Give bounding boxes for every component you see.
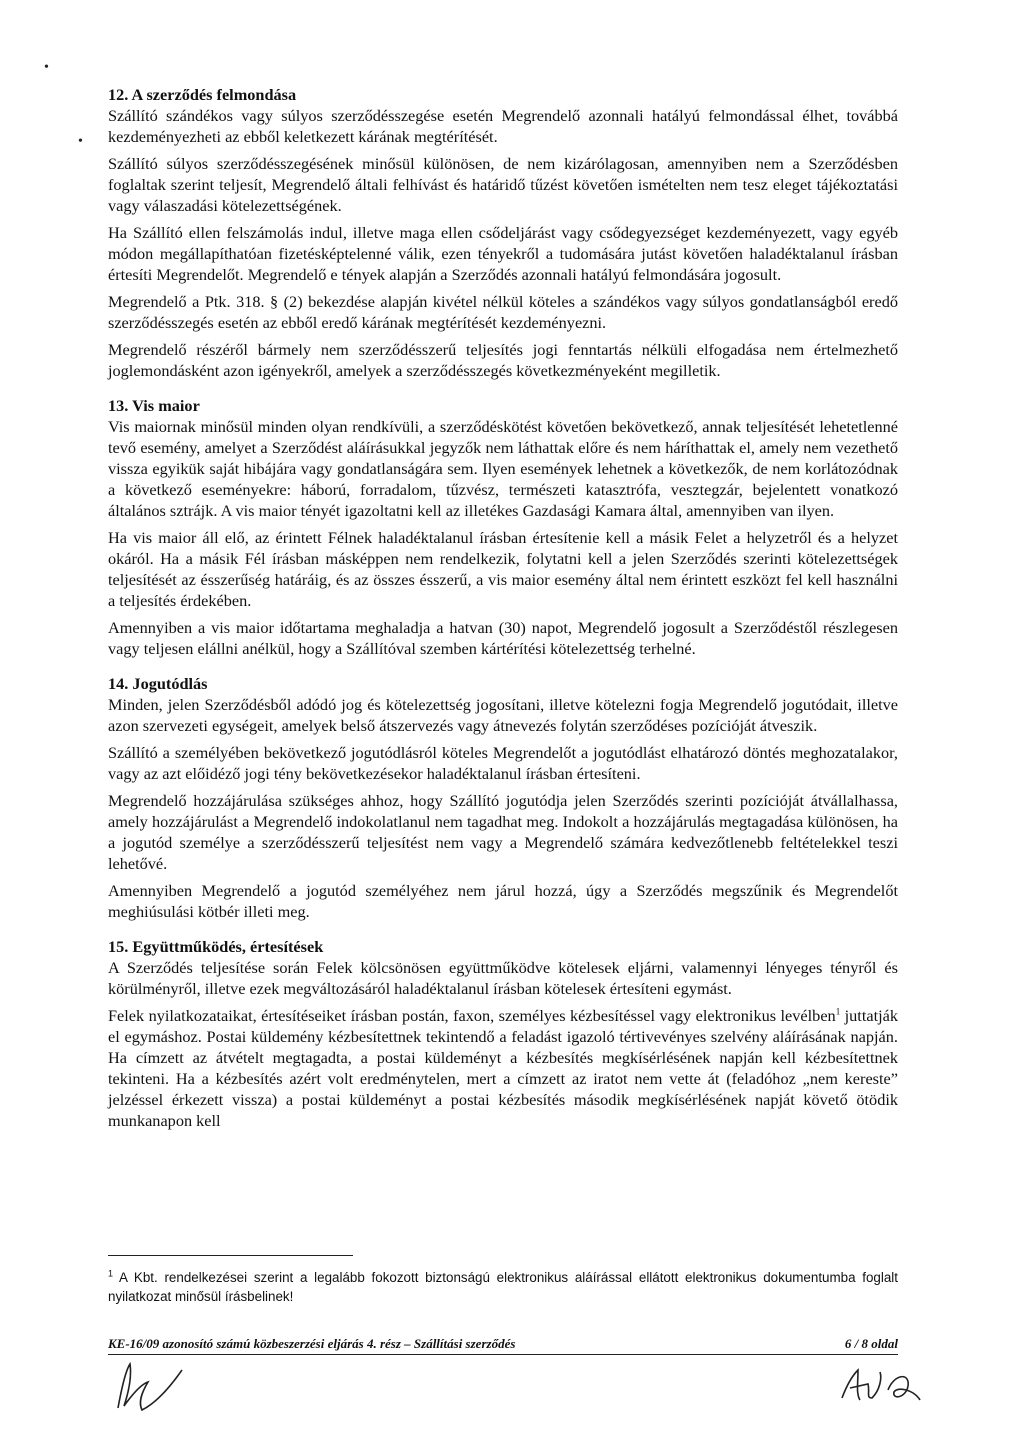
section — [108, 673, 898, 922]
footnote-divider — [108, 1255, 353, 1256]
paragraph: Ha Szállító ellen felszámolás indul, illetve maga ellen csődeljárást vagy csődegyezséget kezdeményezett, vagy egyéb módon megállapíthatóan fizetésképtelenné válik, ezen tényekről a tudomására jutást követően haladéktalanul írásban értesíti Megrendelőt. Megrendelő e tények alapján a Szerződés azonnali hatályú felmondására jogosult. — [108, 223, 898, 284]
footer-page-number: 6 / 8 oldal — [844, 1336, 898, 1351]
paragraph: Szállító szándékos vagy súlyos szerződésszegése esetén Megrendelő azonnali hatályú felmondással élhet, továbbá kezdeményezheti az ebből keletkezett kárának megtérítését. — [108, 106, 898, 146]
footnote-reference: 1 — [835, 1006, 841, 1017]
section — [108, 395, 898, 659]
paragraph-text: Felek nyilatkozataikat, értesítéseiket írásban postán, faxon, személyes kézbesítéssel vagy elektronikus levélben — [108, 1006, 836, 1025]
section-heading: 14. Jogutódlás — [108, 674, 208, 693]
paragraph: A Szerződés teljesítése során Felek kölcsönösen együttműködve kötelesek eljárni, valamennyi lényeges tényről és körülményről, illetve ezek megváltozásáról haladéktalanul írásban kötelesek értesíteni egymást. — [108, 958, 898, 998]
section — [108, 84, 898, 381]
section-heading: 15. Együttműködés, értesítések — [108, 937, 324, 956]
paragraph — [108, 1005, 898, 1131]
paragraph: Minden, jelen Szerződésből adódó jog és kötelezettség jogosítani, illetve kötelezni fogja Megrendelő jogutódait, illetve azon szervezeti egységeit, amelyek belső átszervezés vagy átnevezés folytán szerződéses pozícióját átveszik. — [108, 695, 898, 735]
scan-dot-mark: • — [44, 60, 49, 75]
paragraph: Ha vis maior áll elő, az érintett Félnek haladéktalanul írásban értesítenie kell a másik Felet a helyzetről és a helyzet okáról. Ha a másik Fél írásban másképpen nem rendelkezik, folytatni kell a jelen Szerződés szerinti kötelezettségek teljesítését az ésszerűség határáig, és az összes ésszerű, a vis maior esemény által nem érintett eszközt fel kell használni a teljesítés érdekében. — [108, 528, 898, 610]
paragraph: Vis maiornak minősül minden olyan rendkívüli, a szerződéskötést követően bekövetkező, annak teljesítését lehetetlenné tevő esemény, amelyet a Szerződést aláírásukkal jegyzők nem láthattak előre és nem háríthattak el, amely nem vezethető vissza egyikük saját hibájára vagy gondatlanságára sem. Ilyen események lehetnek a következők, de nem korlátozódnak a következő eseményekre: háború, forradalom, tűzvész, természeti katasztrófa, vesztegzár, bejelentett vonatkozó általános sztrájk. A vis maior tényét igazoltatni kell az illetékes Gazdasági Kamara által, amennyiben van ilyen. — [108, 417, 898, 520]
page-footer — [108, 1336, 898, 1355]
paragraph: Megrendelő hozzájárulása szükséges ahhoz, hogy Szállító jogutódja jelen Szerződés szerinti pozícióját átvállalhassa, amely hozzájárulást a Megrendelő indokolatlanul nem tagadhat meg. Indokolt a hozzájárulás megtagadása különösen, ha a jogutód személye a szerződésszerű teljesítést nem vagy a Megrendelő számára kedvezőtlenebb feltételekkel teszi lehetővé. — [108, 791, 898, 873]
paragraph: Amennyiben Megrendelő a jogutód személyéhez nem járul hozzá, úgy a Szerződés megszűnik és Megrendelőt meghiúsulási kötbér illeti meg. — [108, 881, 898, 921]
signature-initials-left — [112, 1356, 202, 1416]
document-body — [108, 84, 898, 1145]
footnote-number: 1 — [108, 1268, 114, 1279]
section-heading: 13. Vis maior — [108, 396, 200, 415]
paragraph: Megrendelő a Ptk. 318. § (2) bekezdése alapján kivétel nélkül köteles a szándékos vagy súlyos gondatlanságból eredő szerződésszegés esetén az ebből eredő kárának megtérítését kezdeményezni. — [108, 292, 898, 332]
paragraph: Megrendelő részéről bármely nem szerződésszerű teljesítés jogi fenntartás nélküli elfogadása nem értelmezhető joglemondásként azon igényekről, amelyek a szerződésszegés következményeként megilletik. — [108, 340, 898, 380]
footnote-text: A Kbt. rendelkezései szerint a legalább fokozott biztonságú elektronikus aláírással ellátott elektronikus dokumentumba foglalt nyilatkozat minősül írásbelinek! — [108, 1270, 898, 1304]
section-heading: 12. A szerződés felmondása — [108, 85, 297, 104]
paragraph-text: juttatják el egymáshoz. Postai küldemény kézbesítettnek tekintendő a feladást igazoló tértivevényes szelvény aláírásának napján. Ha címzett az átvételt megtagadta, a postai küldeményt a kézbesítés megkísérlésének napján kell kézbesítettnek tekinteni. Ha a kézbesítés azért volt eredménytelen, mert a címzett az iratot nem vette át (feladóhoz „nem kereste” jelzéssel érkezett vissza) a postai küldeményt a postai kézbesítés második megkísérlésének napját követő ötödik munkanapon kell — [108, 1006, 898, 1130]
section — [108, 936, 898, 1131]
scan-dot-mark: • — [78, 134, 83, 149]
footnote — [108, 1268, 898, 1306]
paragraph: Amennyiben a vis maior időtartama meghaladja a hatvan (30) napot, Megrendelő jogosult a Szerződéstől részlegesen vagy teljesen elállni anélkül, hogy a Szállítóval szemben kártérítési kötelezettség terhelné. — [108, 618, 898, 658]
signature-initials-right — [836, 1360, 926, 1410]
footer-document-id: KE-16/09 azonosító számú közbeszerzési eljárás 4. rész – Szállítási szerződés — [108, 1336, 516, 1351]
paragraph: Szállító a személyében bekövetkező jogutódlásról köteles Megrendelőt a jogutódlást elhatározó döntés meghozatalakor, vagy az azt előidéző jogi tény bekövetkezésekor haladéktalanul írásban értesíteni. — [108, 743, 898, 783]
paragraph: Szállító súlyos szerződésszegésének minősül különösen, de nem kizárólagosan, amennyiben nem a Szerződésben foglaltak szerint teljesít, Megrendelő általi felhívást és határidő tűzést követően ismételten nem tesz eleget tájékoztatási vagy válaszadási kötelezettségének. — [108, 154, 898, 215]
